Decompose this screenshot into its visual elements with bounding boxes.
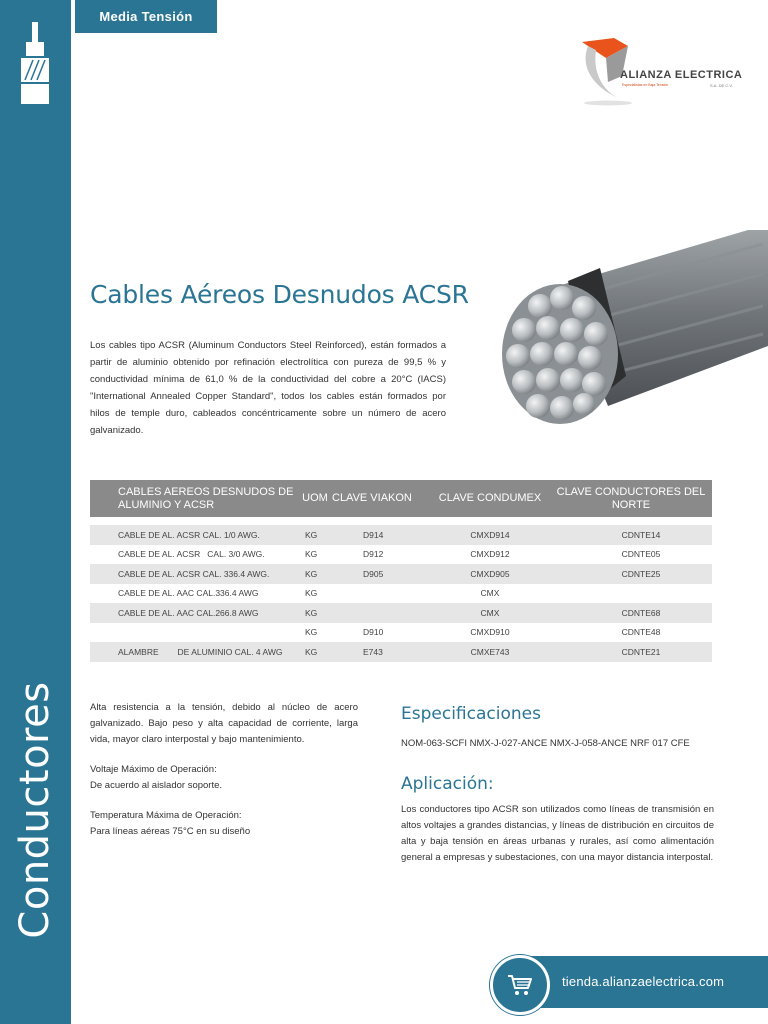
cell-condumex: CMXD914: [470, 529, 510, 540]
temperature-info: [90, 808, 358, 840]
shopping-cart-button[interactable]: [490, 955, 550, 1015]
cell-uom: KG: [305, 549, 318, 560]
table-row: [90, 545, 712, 565]
table-header: [90, 480, 712, 517]
cell-norte: CDNTE48: [621, 627, 661, 638]
cell-uom: KG: [305, 607, 318, 618]
cell-norte: CDNTE21: [621, 646, 661, 657]
cell-viakon: D914: [363, 529, 384, 540]
features-block: [90, 700, 358, 854]
table-row: [90, 584, 712, 604]
cell-norte: CDNTE68: [621, 607, 661, 618]
features-intro: Alta resistencia a la tensión, debido al núcleo de acero galvanizado. Bajo peso y alta capacidad de corriente, larga vida, mayor claro interpostal y bajo mantenimiento.: [90, 702, 358, 745]
header-norte: CLAVE CONDUCTORES DEL NORTE: [556, 485, 706, 511]
cell-description: CABLE DE AL. ACSR CAL. 1/0 AWG.: [118, 529, 260, 540]
header-viakon: CLAVE VIAKON: [332, 492, 412, 504]
cell-viakon: E743: [363, 646, 383, 657]
cell-description: CABLE DE AL. AAC CAL.266.8 AWG: [118, 607, 259, 618]
voltage-info: [90, 762, 358, 794]
specs-text: NOM-063-SCFI NMX-J-027-ANCE NMX-J-058-ANCE NRF 017 CFE: [401, 738, 690, 749]
table-row: [90, 623, 712, 643]
cell-condumex: CMXD905: [470, 568, 510, 579]
logo-name: ALIANZA ELECTRICA: [620, 69, 743, 81]
logo-tagline: Especialistas en Baja Tensión: [622, 83, 669, 87]
header-description: CABLES AEREOS DESNUDOS DE ALUMINIO Y ACSR: [118, 485, 294, 511]
logo-suffix: S.A. DE C.V.: [710, 83, 733, 88]
header-condumex: CLAVE CONDUMEX: [438, 492, 542, 504]
product-description: Los cables tipo ACSR (Aluminum Conductors Steel Reinforced), están formados a partir de aluminio obtenido por refinación electrolítica con pureza de 99,5 % y conductividad mínima de 61,0 % de la conductividad del cobre a 20°C (IACS) "International Annealed Copper Standard", todos los cables están formados por hilos de temple duro, cableados concéntricamente sobre un número de acero galvanizado.: [90, 340, 446, 436]
cell-uom: KG: [305, 588, 318, 599]
voltage-label: Voltaje Máximo de Operación:: [90, 764, 217, 775]
table-row: [90, 603, 712, 623]
product-title: Cables Aéreos Desnudos ACSR: [90, 280, 469, 309]
shopping-cart-icon: [506, 973, 534, 997]
vertical-category-title: Conductores: [12, 681, 58, 939]
voltage-value: De acuerdo al aislador soporte.: [90, 780, 223, 791]
cell-condumex: CMX: [480, 588, 500, 599]
company-logo: [578, 36, 743, 108]
cell-condumex: CMXE743: [470, 646, 510, 657]
table-row: [90, 642, 712, 662]
cell-viakon: D912: [363, 549, 384, 560]
cell-description: CABLE DE AL. ACSR CAL. 3/0 AWG.: [118, 549, 265, 560]
cell-condumex: CMXD912: [470, 549, 510, 560]
cell-norte: CDNTE14: [621, 529, 661, 540]
cell-uom: KG: [305, 568, 318, 579]
cell-condumex: CMXD910: [470, 627, 510, 638]
cell-description: ALAMBRE DE ALUMINIO CAL. 4 AWG: [118, 646, 283, 657]
cell-uom: KG: [305, 627, 318, 638]
cable-photo: [498, 226, 768, 432]
store-url-link[interactable]: tienda.alianzaelectrica.com: [562, 974, 725, 989]
cell-condumex: CMX: [480, 607, 500, 618]
cell-norte: CDNTE25: [621, 568, 661, 579]
header-uom: UOM: [302, 492, 328, 504]
temperature-label: Temperatura Máxima de Operación:: [90, 810, 242, 821]
table-row: [90, 525, 712, 545]
cell-norte: CDNTE05: [621, 549, 661, 560]
cell-uom: KG: [305, 529, 318, 540]
cell-description: CABLE DE AL. ACSR CAL. 336.4 AWG.: [118, 568, 270, 579]
category-badge: Media Tensión: [75, 0, 217, 33]
cell-description: CABLE DE AL. AAC CAL.336.4 AWG: [118, 588, 259, 599]
temperature-value: Para líneas aéreas 75°C en su diseño: [90, 826, 251, 837]
cell-viakon: D905: [363, 568, 384, 579]
sidebar: [0, 0, 71, 1024]
cable-strand-icon: [19, 22, 51, 104]
product-table: [90, 480, 712, 662]
cell-uom: KG: [305, 646, 318, 657]
table-row: [90, 564, 712, 584]
specs-title: Especificaciones: [401, 704, 541, 724]
cell-viakon: D910: [363, 627, 384, 638]
application-text: Los conductores tipo ACSR son utilizados como líneas de transmisión en altos voltajes a grandes distancias, y líneas de distribución en circuitos de alta y baja tensión en áreas urbanas y rurales, así como alimentación general a empresas y subestaciones, con una mayor distancia interpostal.: [401, 804, 714, 863]
application-title: Aplicación:: [401, 774, 494, 794]
